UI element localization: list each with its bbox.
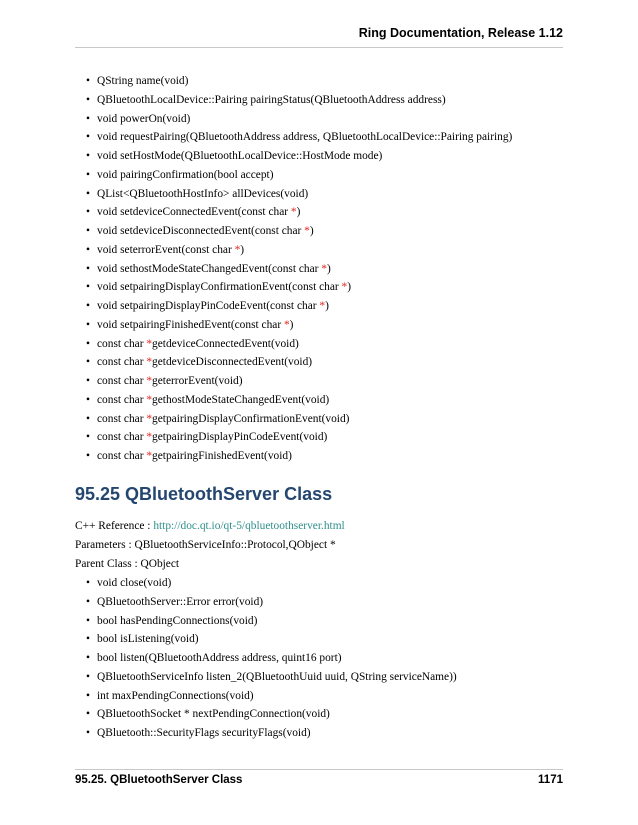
method-list-bluetooth-local-device [80,72,512,466]
list-item: • QBluetoothServer::Error error(void) [80,593,457,612]
cpp-reference [75,517,345,535]
list-item [80,372,512,391]
list-item: • void close(void) [80,574,457,593]
list-item: • int maxPendingConnections(void) [80,687,457,706]
list-item [80,391,512,410]
pointer-asterisk: * [234,243,241,256]
list-item: • bool isListening(void) [80,630,457,649]
parameters-line: Parameters : QBluetoothServiceInfo::Protocol,QObject * [75,539,336,551]
list-item: • bool listen(QBluetoothAddress address, quint16 port) [80,649,457,668]
parent-class-line: Parent Class : QObject [75,558,180,570]
section-title: 95.25 QBluetoothServer Class [75,484,333,504]
list-item: • QBluetoothServiceInfo listen_2(QBluetoothUuid uuid, QString serviceName)) [80,668,457,687]
list-item: • QBluetoothSocket * nextPendingConnection(void) [80,705,457,724]
method-signature-part: const char [97,393,147,406]
list-item [80,128,512,147]
method-signature-part: getpairingDisplayPinCodeEvent(void) [152,431,328,444]
cpp-reference-label: C++ Reference : [75,520,154,532]
pointer-asterisk: * [146,393,153,406]
pointer-asterisk: * [321,262,327,275]
list-item [80,410,512,429]
method-signature-part: getdeviceDisconnectedEvent(void) [152,356,313,369]
method-signature-part: ) [347,281,352,294]
header-divider [75,47,563,48]
list-item [80,260,512,279]
method-signature-part: getpairingDisplayConfirmationEvent(void) [152,412,350,425]
method-signature-part: void pairingConfirmation(bool accept) [97,168,274,181]
method-signature-part: void seterrorEvent(const char [97,243,235,256]
method-signature-part: void sethostModeStateChangedEvent(const char [97,262,322,275]
method-signature-part: ) [309,225,314,237]
method-signature-part: const char [97,431,147,444]
list-item [80,447,512,466]
pointer-asterisk: * [304,225,310,237]
method-signature-part: void setHostMode(QBluetoothLocalDevice::HostMode mode) [97,150,383,162]
method-signature-part: ) [325,300,329,312]
method-signature-part: QString name(void) [97,75,189,87]
list-item [80,110,512,129]
method-signature-part: ) [240,243,245,256]
pointer-asterisk: * [319,300,326,312]
method-signature-part: const char [97,412,147,425]
list-item [80,428,512,447]
list-item [80,203,512,222]
pointer-asterisk: * [146,375,153,387]
method-signature-part: void setpairingDisplayPinCodeEvent(const char [97,300,320,312]
page-header: Ring Documentation, Release 1.12 [358,26,563,40]
method-signature-part: ) [296,206,301,219]
pointer-asterisk: * [146,431,153,444]
method-signature-part: const char [97,450,147,462]
list-item [80,297,512,316]
method-signature-part: const char [97,356,147,369]
method-signature-part: getdeviceConnectedEvent(void) [152,337,299,350]
method-signature-part: QBluetoothLocalDevice::Pairing pairingStatus(QBluetoothAddress address) [97,93,446,106]
list-item [80,166,512,185]
list-item [80,335,512,354]
list-item: • QBluetooth::SecurityFlags securityFlags(void) [80,724,457,743]
method-signature-part: QList<QBluetoothHostInfo> allDevices(void) [97,187,309,200]
method-signature-part: const char [97,337,147,350]
list-item [80,185,512,204]
list-item [80,147,512,166]
pointer-asterisk: * [290,206,297,219]
pointer-asterisk: * [146,337,153,350]
list-item: • bool hasPendingConnections(void) [80,612,457,631]
method-list-bluetooth-server [80,574,457,743]
list-item [80,241,512,260]
cpp-reference-link[interactable]: http://doc.qt.io/qt-5/qbluetoothserver.html [153,520,345,532]
method-signature-part: getpairingFinishedEvent(void) [152,450,292,462]
list-item [80,316,512,335]
method-signature-part: ) [326,262,331,275]
list-item [80,222,512,241]
method-signature-part: void setdeviceConnectedEvent(const char [97,206,291,219]
pointer-asterisk: * [146,412,153,425]
method-signature-part: void setdeviceDisconnectedEvent(const char [97,225,305,237]
list-item [80,72,512,91]
method-signature-part: gethostModeStateChangedEvent(void) [152,393,330,406]
pointer-asterisk: * [283,318,290,331]
list-item [80,353,512,372]
list-item [80,278,512,297]
method-signature-part: void setpairingDisplayConfirmationEvent(const char [97,281,342,294]
method-signature-part: const char [97,375,147,387]
method-signature-part: geterrorEvent(void) [152,375,243,387]
list-item [80,91,512,110]
method-signature-part: ) [289,318,294,331]
footer-divider [75,769,563,770]
pointer-asterisk: * [146,356,153,369]
method-signature-part: void requestPairing(QBluetoothAddress address, QBluetoothLocalDevice::Pairing pairing) [97,131,513,144]
method-signature-part: void powerOn(void) [97,112,191,125]
pointer-asterisk: * [341,281,348,294]
method-signature-part: void setpairingFinishedEvent(const char [97,318,284,331]
pointer-asterisk: * [146,450,153,462]
page-number: 1171 [538,774,563,786]
footer-section: 95.25. QBluetoothServer Class [75,774,243,786]
